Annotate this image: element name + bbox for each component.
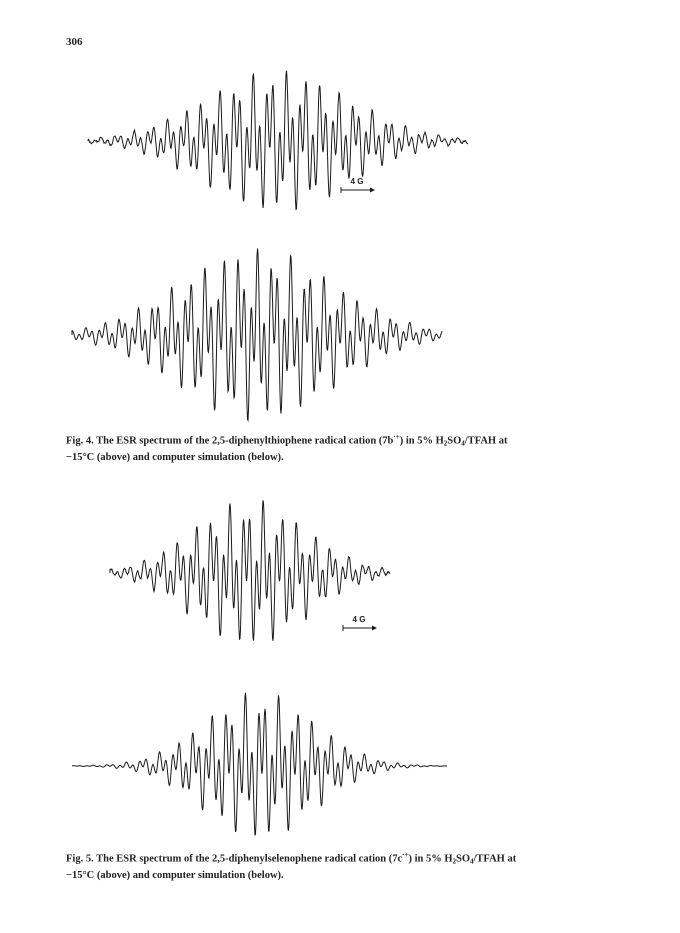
- fig4-simulated-spectrum: [72, 243, 442, 393]
- fig4-scale-label: 4 G: [350, 177, 364, 186]
- fig4-simulated-trace: [72, 249, 442, 421]
- fig5-scale-arrow: [342, 625, 378, 631]
- fig5-simulated-trace: [72, 693, 447, 836]
- fig4-caption-label: Fig. 4.: [66, 435, 94, 447]
- fig4-caption: Fig. 4. The ESR spectrum of the 2,5-diphenylthiophene radical cation (7b·+) in 5% $H_2SO_4$/TFAH at −15°C (above) and computer simulation (below).: [66, 433, 508, 463]
- fig5-caption-label: Fig. 5.: [66, 853, 94, 865]
- fig4-scale-arrow: [340, 187, 376, 193]
- fig4-experimental-spectrum: [88, 66, 468, 216]
- page-number: 306: [66, 36, 83, 48]
- fig4-experimental-trace: [88, 71, 468, 210]
- fig5-simulated-spectrum: [72, 688, 447, 838]
- fig5-scale-label: 4 G: [352, 615, 366, 624]
- fig5-caption: Fig. 5. The ESR spectrum of the 2,5-diphenylselenophene radical cation (7c·+) in 5% $H_2SO_4$/TFAH at −15°C (above) and computer simulation (below).: [66, 851, 517, 881]
